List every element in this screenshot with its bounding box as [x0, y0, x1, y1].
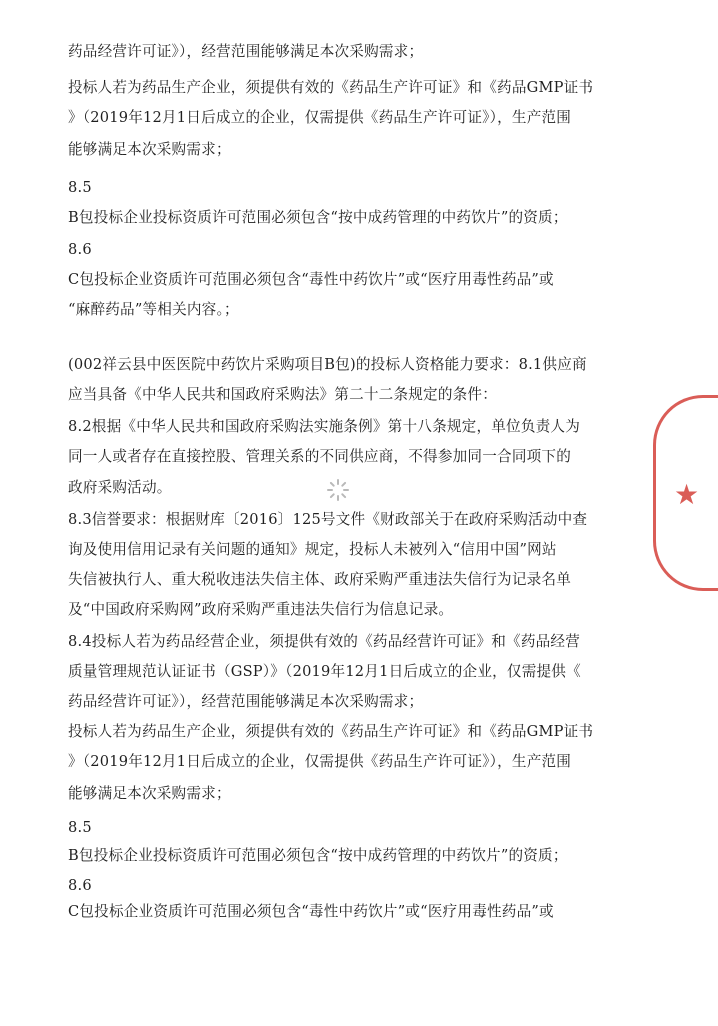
text-line: C包投标企业资质许可范围必须包含“毒性中药饮片”或“医疗用毒性药品”或: [68, 903, 554, 920]
text-line: 询及使用信用记录有关问题的通知》规定，投标人未被列入“信用中国”网站: [68, 541, 557, 558]
text-line: “麻醉药品”等相关内容。；: [68, 301, 239, 318]
text-line: 能够满足本次采购需求；: [68, 785, 231, 802]
text-line: 药品经营许可证》），经营范围能够满足本次采购需求；: [68, 693, 424, 710]
loading-spinner-icon: [326, 478, 350, 502]
text-line: B包投标企业投标资质许可范围必须包含“按中成药管理的中药饮片”的资质；: [68, 209, 568, 226]
text-line: B包投标企业投标资质许可范围必须包含“按中成药管理的中药饮片”的资质；: [68, 847, 568, 864]
text-line: 投标人若为药品生产企业，须提供有效的《药品生产许可证》和《药品GMP证书: [68, 723, 594, 740]
text-line: C包投标企业资质许可范围必须包含“毒性中药饮片”或“医疗用毒性药品”或: [68, 271, 554, 288]
text-line: 8.5: [68, 179, 92, 196]
text-line: 政府采购活动。: [68, 479, 172, 496]
seal-star-icon: ★: [674, 478, 700, 511]
text-line: 》（2019年12月1日后成立的企业，仅需提供《药品生产许可证》），生产范围: [68, 109, 572, 126]
text-line: 》（2019年12月1日后成立的企业，仅需提供《药品生产许可证》），生产范围: [68, 753, 572, 770]
text-line: 能够满足本次采购需求；: [68, 141, 231, 158]
text-line: 药品经营许可证》），经营范围能够满足本次采购需求；: [68, 43, 424, 60]
text-line: 8.4投标人若为药品经营企业，须提供有效的《药品经营许可证》和《药品经营: [68, 633, 581, 650]
text-line: 应当具备《中华人民共和国政府采购法》第二十二条规定的条件：: [68, 386, 498, 403]
text-line: (002祥云县中医医院中药饮片采购项目B包)的投标人资格能力要求：8.1供应商: [68, 356, 587, 373]
text-line: 8.6: [68, 877, 92, 894]
text-line: 失信被执行人、重大税收违法失信主体、政府采购严重违法失信行为记录名单: [68, 571, 571, 588]
text-line: 投标人若为药品生产企业，须提供有效的《药品生产许可证》和《药品GMP证书: [68, 79, 594, 96]
text-line: 8.5: [68, 819, 92, 836]
text-line: 8.3信誉要求：根据财库〔2016〕125号文件《财政部关于在政府采购活动中查: [68, 511, 588, 528]
text-line: 质量管理规范认证证书（GSP）》（2019年12月1日后成立的企业，仅需提供《: [68, 663, 581, 680]
text-line: 8.2根据《中华人民共和国政府采购法实施条例》第十八条规定，单位负责人为: [68, 418, 581, 435]
red-seal-stamp: [653, 395, 718, 591]
text-line: 8.6: [68, 241, 92, 258]
text-line: 及“中国政府采购网”政府采购严重违法失信行为信息记录。: [68, 601, 454, 618]
text-line: 同一人或者存在直接控股、管理关系的不同供应商，不得参加同一合同项下的: [68, 448, 571, 465]
